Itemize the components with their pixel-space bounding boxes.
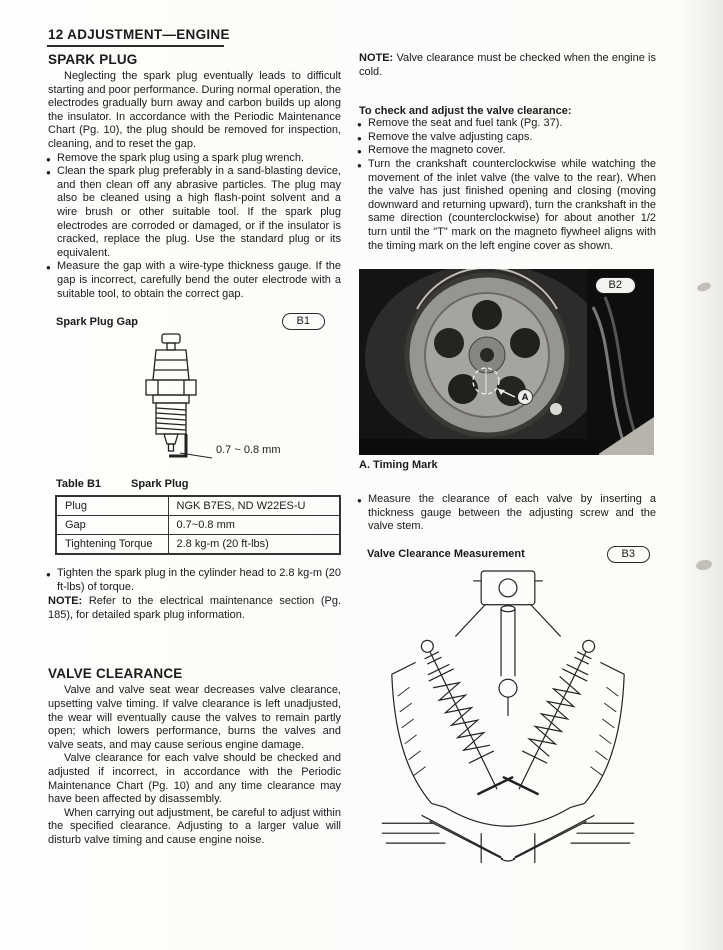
table-b1-caption-title: Spark Plug (131, 478, 189, 491)
note-paragraph (359, 52, 656, 79)
table-cell-key: Plug (56, 496, 168, 516)
bullet-item: ● Clean the spark plug preferably in a sand-blasting device, and then clean off any abrasive particles. The plug may also be cleaned using a high flash-point solvent and a wire brush or other suitable tool. If the spark plug electrodes are corroded or damaged, or if the insulator is cracked, replace the plug. Use the standard plug or its equivalent. (48, 165, 341, 260)
figure-b1-badge: B1 (282, 313, 325, 330)
spark-plug-intro: Neglecting the spark plug eventually leads to difficult starting and poor performance. During normal operation, the electrodes gradually burn away and carbon builds up along the insulator. In accordance with the Periodic Maintenance Chart (Pg. 10), the plug should be removed for inspection, cleaning, and to reset the gap. (48, 70, 341, 150)
bullet-item: ● Turn the crankshaft counterclockwise while watching the movement of the inlet valve (the valve to the rear). When the valve has just finished opening and closing (moving downward and returning upward), turn the crankshaft in the same direction (counterclockwise) for about another 1/2 turn until the "T" mark on the magneto flywheel aligns with the timing mark on the left engine cover as shown. (359, 158, 656, 253)
bullet-item: ● Measure the clearance of each valve by inserting a thickness gauge between the adjusting screw and the valve stem. (359, 493, 656, 534)
valve-paragraph: When carrying out adjustment, be careful to adjust within the specified clearance. Adjusting to a larger value will disturb valve timing and cause engine noise. (48, 806, 341, 846)
bullet-item: ● Tighten the spark plug in the cylinder head to 2.8 kg-m (20 ft-lbs) of torque. (48, 567, 341, 594)
valve-paragraph: Valve clearance for each valve should be checked and adjusted if incorrect, in accordance with the Periodic Maintenance Chart (Pg. 10) and any time clearance may have been affected by disassembly. (48, 752, 341, 806)
timing-mark-callout: A (517, 389, 533, 405)
spark-plug-figure (48, 332, 341, 466)
table-cell-value: 2.8 kg-m (20 ft-lbs) (168, 535, 340, 555)
left-column (48, 52, 341, 848)
page-header: 12 ADJUSTMENT—ENGINE (48, 27, 230, 42)
figure-b3-header (367, 546, 656, 563)
flywheel-photo-illustration (359, 269, 654, 455)
figure-b3-badge: B3 (607, 546, 650, 563)
bullet-item: ● Remove the spark plug using a spark plug wrench. (48, 152, 341, 166)
figure-b3-label: Valve Clearance Measurement (367, 548, 525, 561)
table-cell-key: Tightening Torque (56, 535, 168, 555)
table-row (56, 496, 340, 516)
table-cell-key: Gap (56, 516, 168, 535)
timing-mark-photo (359, 269, 654, 455)
note-text: Valve clearance must be checked when the engine is cold. (359, 52, 657, 78)
photo-caption: A. Timing Mark (359, 459, 438, 472)
table-row (56, 535, 340, 555)
note-label: NOTE: (48, 595, 83, 608)
table-b1-caption (56, 478, 341, 490)
header-rule (47, 45, 224, 47)
table-cell-value: NGK B7ES, ND W22ES-U (168, 496, 340, 516)
check-adjust-heading: To check and adjust the valve clearance: (359, 105, 572, 118)
bullet-item: ● Remove the valve adjusting caps. (359, 131, 656, 145)
table-row (56, 516, 340, 535)
note-label: NOTE: (359, 52, 394, 64)
figure-b2-badge: B2 (595, 277, 636, 294)
section-title-valve-clearance: VALVE CLEARANCE (48, 666, 183, 682)
note-text: Refer to the electrical maintenance section (Pg. 185), for detailed spark plug information. (48, 595, 341, 621)
table-b1-caption-id: Table B1 (56, 478, 102, 491)
figure-b1-label: Spark Plug Gap (56, 315, 138, 328)
scan-smudge (695, 559, 712, 572)
valve-clearance-diagram (363, 567, 653, 865)
valve-paragraph: Valve and valve seat wear decreases valve clearance, upsetting valve timing. If valve clearance is left unadjusted, the wear will eventually cause the valves to remain partly open; which lowers performance, burns the valves and valve seats, and may cause serious engine damage. (48, 684, 341, 751)
right-column (359, 52, 656, 865)
bullet-item: ● Remove the magneto cover. (359, 144, 656, 158)
spark-plug-table (55, 495, 341, 555)
figure-b1-header (56, 313, 341, 330)
note-paragraph (48, 595, 341, 622)
scan-smudge (696, 281, 712, 293)
bullet-item: ● Measure the gap with a wire-type thickness gauge. If the gap is incorrect, carefully bend the outer electrode with a suitable tool, to obtain the correct gap. (48, 260, 341, 301)
section-title-spark-plug: SPARK PLUG (48, 52, 138, 67)
gap-annotation: 0.7 ~ 0.8 mm (216, 444, 281, 457)
table-cell-value: 0.7~0.8 mm (168, 516, 340, 535)
bullet-item: ● Remove the seat and fuel tank (Pg. 37). (359, 117, 656, 131)
